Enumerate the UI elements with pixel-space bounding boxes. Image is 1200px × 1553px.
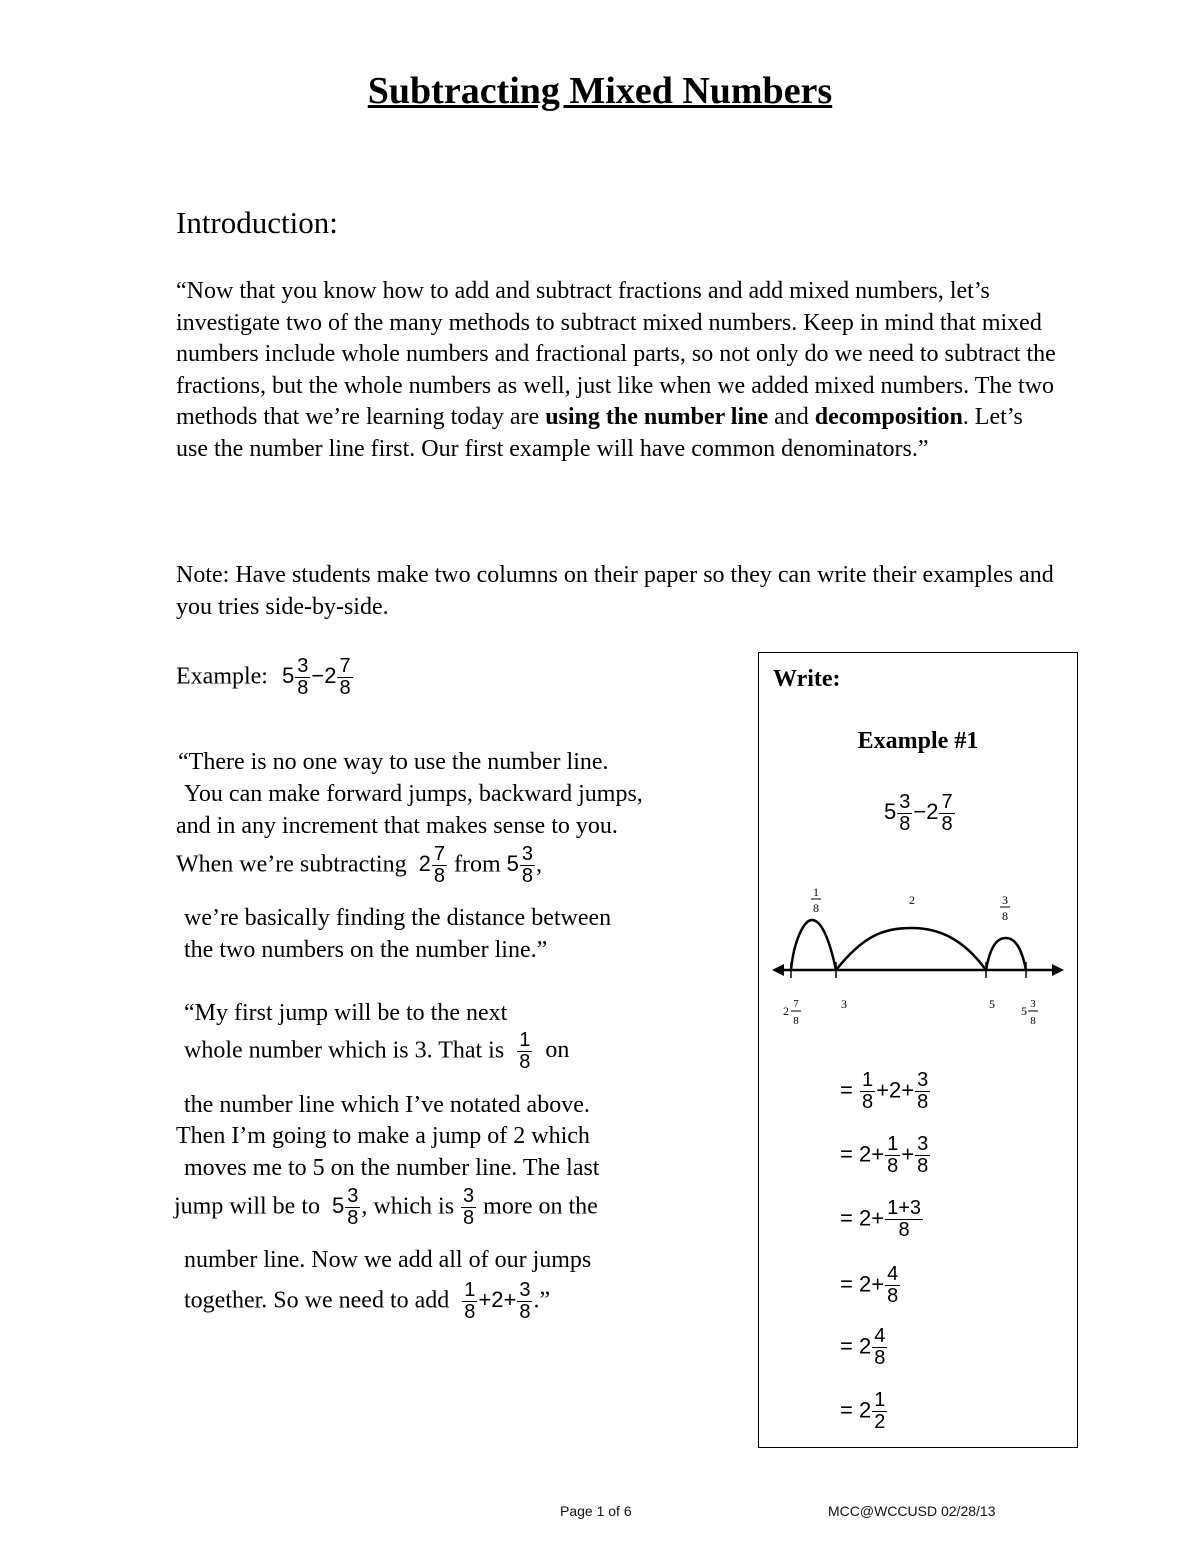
page-number: Page 1 of 6 xyxy=(560,1503,632,1519)
explanation-line: number line. Now we add all of our jumps xyxy=(184,1247,592,1273)
tick-label: 2 xyxy=(783,1004,789,1018)
equation-step: = 2 $\frac{4}{8}$ xyxy=(840,1325,886,1369)
intro-bold-decomposition: decomposition xyxy=(814,404,963,430)
intro-text-a: “Now that you know how to add and subtract fractions and add mixed numbers, let’s investigate two of the many methods to subtract mixed numbers. Keep in mind that mixed numbers include whole numbers and fractional parts, so not only do we need to subtract the fractions, but the whole numbers as well, just like when we added mixed numbers. The two methods that we’re learning today are xyxy=(176,278,1056,430)
explanation-line: Then I’m going to make a jump of 2 which xyxy=(176,1123,590,1149)
explanation-line: moves me to 5 on the number line. The last xyxy=(184,1155,600,1181)
equation-step: = 2+ $\frac{1+3}{8}$ xyxy=(840,1197,922,1241)
svg-text:8: 8 xyxy=(1002,909,1008,923)
arrow-right-icon xyxy=(1052,964,1064,976)
teacher-note: Note: Have students make two columns on their paper so they can write their examples and you tries side-by-side. xyxy=(176,562,1054,620)
example-number-title: Example #1 xyxy=(857,728,979,754)
svg-text:8: 8 xyxy=(813,901,819,915)
equation-step: = $\frac{1}{8}$ +2+ $\frac{3}{8}$ xyxy=(840,1069,929,1113)
explanation-line: the number line which I’ve notated above. xyxy=(184,1092,590,1118)
example-label: Example: xyxy=(176,663,268,690)
jump-arc xyxy=(836,928,986,970)
explanation-line: the two numbers on the number line.” xyxy=(184,937,548,963)
explanation-line: whole number which is 3. That is $\frac{1}{8}$ on xyxy=(184,1029,570,1073)
explanation-line: When we’re subtracting 2 $\frac{7}{8}$ from 5 $\frac{3}{8}$ , xyxy=(176,843,542,887)
write-box-title: Write: xyxy=(773,666,841,692)
jump-label: 2 xyxy=(909,893,915,907)
explanation-line: and in any increment that makes sense to you. xyxy=(176,813,618,839)
explanation-line: “There is no one way to use the number line. xyxy=(178,749,609,775)
number-line-diagram xyxy=(764,880,1074,1040)
explanation-line: jump will be to 5 $\frac{3}{8}$ , which is $\frac{3}{8}$ more on the xyxy=(174,1185,598,1229)
page-title: Subtracting Mixed Numbers xyxy=(367,70,833,112)
explanation-line: we’re basically finding the distance between xyxy=(184,905,612,931)
tick-label: 3 xyxy=(841,997,847,1011)
explanation-line: You can make forward jumps, backward jumps, xyxy=(184,781,643,807)
write-box-expression: 5 $\frac{3}{8}$ −2 $\frac{7}{8}$ xyxy=(884,791,953,835)
equation-step: = 2+ $\frac{1}{8}$ + $\frac{3}{8}$ xyxy=(840,1133,929,1177)
intro-bold-number-line: using the number line xyxy=(545,404,769,430)
arrow-left-icon xyxy=(772,964,784,976)
explanation-line: together. So we need to add $\frac{1}{8}$ +2+ $\frac{3}{8}$ .” xyxy=(184,1279,551,1323)
jump-arc xyxy=(986,938,1026,970)
example-line xyxy=(176,656,354,699)
svg-text:7: 7 xyxy=(793,998,799,1010)
intro-paragraph xyxy=(176,276,1056,465)
equation-step: = 2 $\frac{1}{2}$ xyxy=(840,1389,886,1433)
tick-label: 5 xyxy=(989,997,995,1011)
jump-label: 1 xyxy=(813,885,819,899)
intro-text-c: . Let’s use the number line first. Our first example will have common denominators.” xyxy=(176,404,1023,462)
explanation-line: “My first jump will be to the next xyxy=(184,1000,508,1026)
write-box xyxy=(758,652,1078,1448)
svg-text:8: 8 xyxy=(793,1015,799,1027)
svg-text:8: 8 xyxy=(1030,1015,1036,1027)
section-heading-introduction: Introduction: xyxy=(176,205,338,240)
footer-source: MCC@WCCUSD 02/28/13 xyxy=(828,1503,996,1519)
svg-text:3: 3 xyxy=(1030,998,1036,1010)
example-expression: 5 $\frac{3}{8}$ −2 $\frac{7}{8}$ xyxy=(281,655,351,699)
intro-text-b: and xyxy=(768,404,815,430)
equation-step: = 2+ $\frac{4}{8}$ xyxy=(840,1263,899,1307)
jump-label: 3 xyxy=(1002,893,1008,907)
tick-label: 5 xyxy=(1021,1004,1027,1018)
jump-arc xyxy=(791,920,836,970)
